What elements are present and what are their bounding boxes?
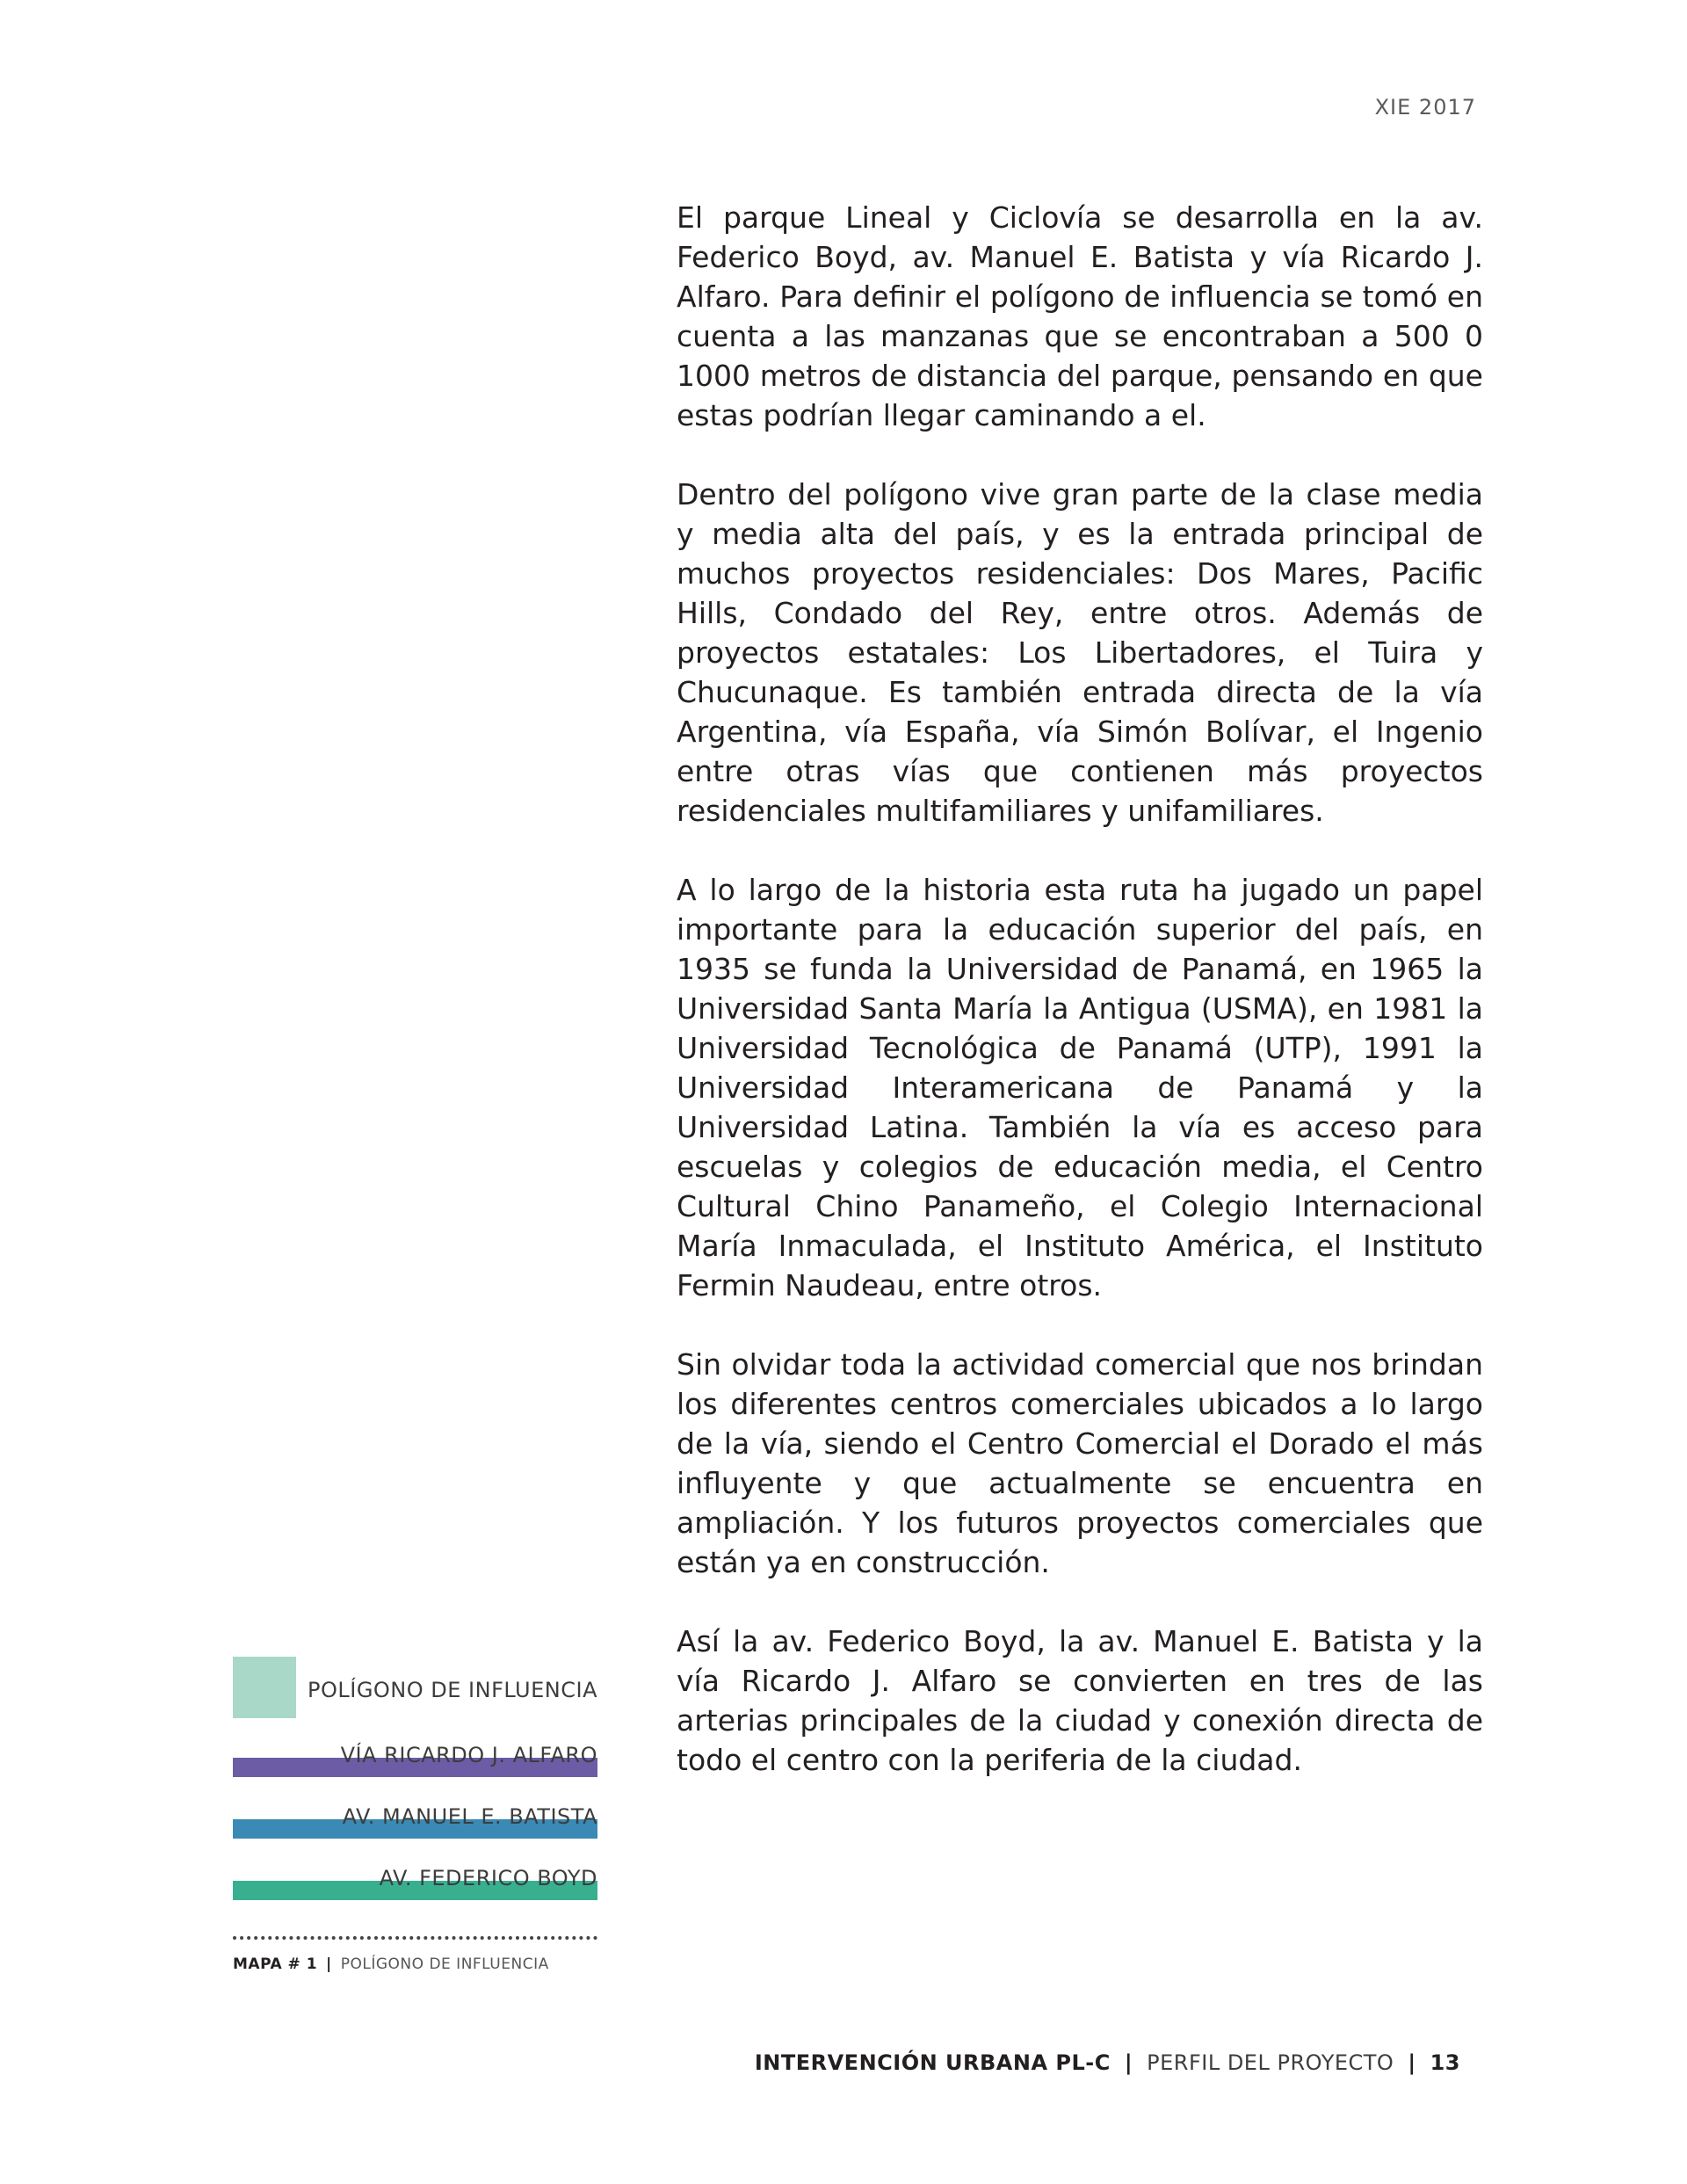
body-text [677, 198, 1483, 1819]
map-legend [233, 1657, 597, 1890]
caption-title: POLÍGONO DE INFLUENCIA [340, 1955, 549, 1973]
paragraph-2: Dentro del polígono vive gran parte de la clase media y media alta del país, y es la entrada principal de muchos proyectos residenciales: Dos Mares, Pacific Hills, Condado del Rey, entre otros. Además de proyectos estatales: Los Libertadores, el Tuira y Chucunaque. Es también entrada directa de la vía Argentina, vía España, vía Simón Bolívar, el Ingenio entre otras vías que contienen más proyectos residenciales multifamiliares y unifamiliares. [677, 477, 1483, 828]
footer-section: PERFIL DEL PROYECTO [1147, 2050, 1394, 2075]
paragraph-5: Así la av. Federico Boyd, la av. Manuel E. Batista y la vía Ricardo J. Alfaro se convierten en tres de las arterias principales de la ciudad y conexión directa de todo el centro con la periferia de la ciudad. [677, 1624, 1483, 1777]
polygon-swatch [233, 1657, 296, 1718]
page-number: 13 [1430, 2050, 1460, 2075]
legend-label-federico-boyd: AV. FEDERICO BOYD [379, 1866, 597, 1890]
header-label: XIE 2017 [1374, 95, 1476, 120]
footer-separator-1: | [1124, 2050, 1133, 2075]
footer-separator-2: | [1408, 2050, 1416, 2075]
footer-project: INTERVENCIÓN URBANA PL-C [754, 2050, 1111, 2075]
legend-label-polygon: POLÍGONO DE INFLUENCIA [308, 1678, 597, 1702]
legend-label-manuel-batista: AV. MANUEL E. BATISTA [342, 1804, 597, 1829]
caption-separator: | [326, 1955, 332, 1973]
page-footer [755, 2050, 1460, 2075]
paragraph-1: El parque Lineal y Ciclovía se desarrolla en la av. Federico Boyd, av. Manuel E. Batista y vía Ricardo J. Alfaro. Para definir el polígono de influencia se tomó en cuenta a las manzanas que se encontraban a 500 0 1000 metros de distancia del parque, pensando en que estas podrían llegar caminando a el. [677, 200, 1483, 432]
legend-item-polygon [233, 1657, 597, 1718]
paragraph-3: A lo largo de la historia esta ruta ha jugado un papel importante para la educación superior del país, en 1935 se funda la Universidad de Panamá, en 1965 la Universidad Santa María la Antigua (USMA), en 1981 la Universidad Tecnológica de Panamá (UTP), 1991 la Universidad Interamericana de Panamá y la Universidad Latina. También la vía es acceso para escuelas y colegios de educación media, el Centro Cultural Chino Panameño, el Colegio Internacional María Inmaculada, el Instituto América, el Instituto Fermin Naudeau, entre otros. [677, 873, 1483, 1302]
caption-map-label: MAPA # 1 [233, 1955, 318, 1973]
legend-label-ricardo-alfaro: VÍA RICARDO J. ALFARO [340, 1743, 597, 1767]
paragraph-4: Sin olvidar toda la actividad comercial que nos brindan los diferentes centros comerciales ubicados a lo largo de la vía, siendo el Centro Comercial el Dorado el más influyente y que actualmente se encuentra en ampliación. Y los futuros proyectos comerciales que están ya en construcción. [677, 1347, 1483, 1579]
caption-divider [233, 1936, 597, 1940]
map-caption [233, 1955, 549, 1973]
